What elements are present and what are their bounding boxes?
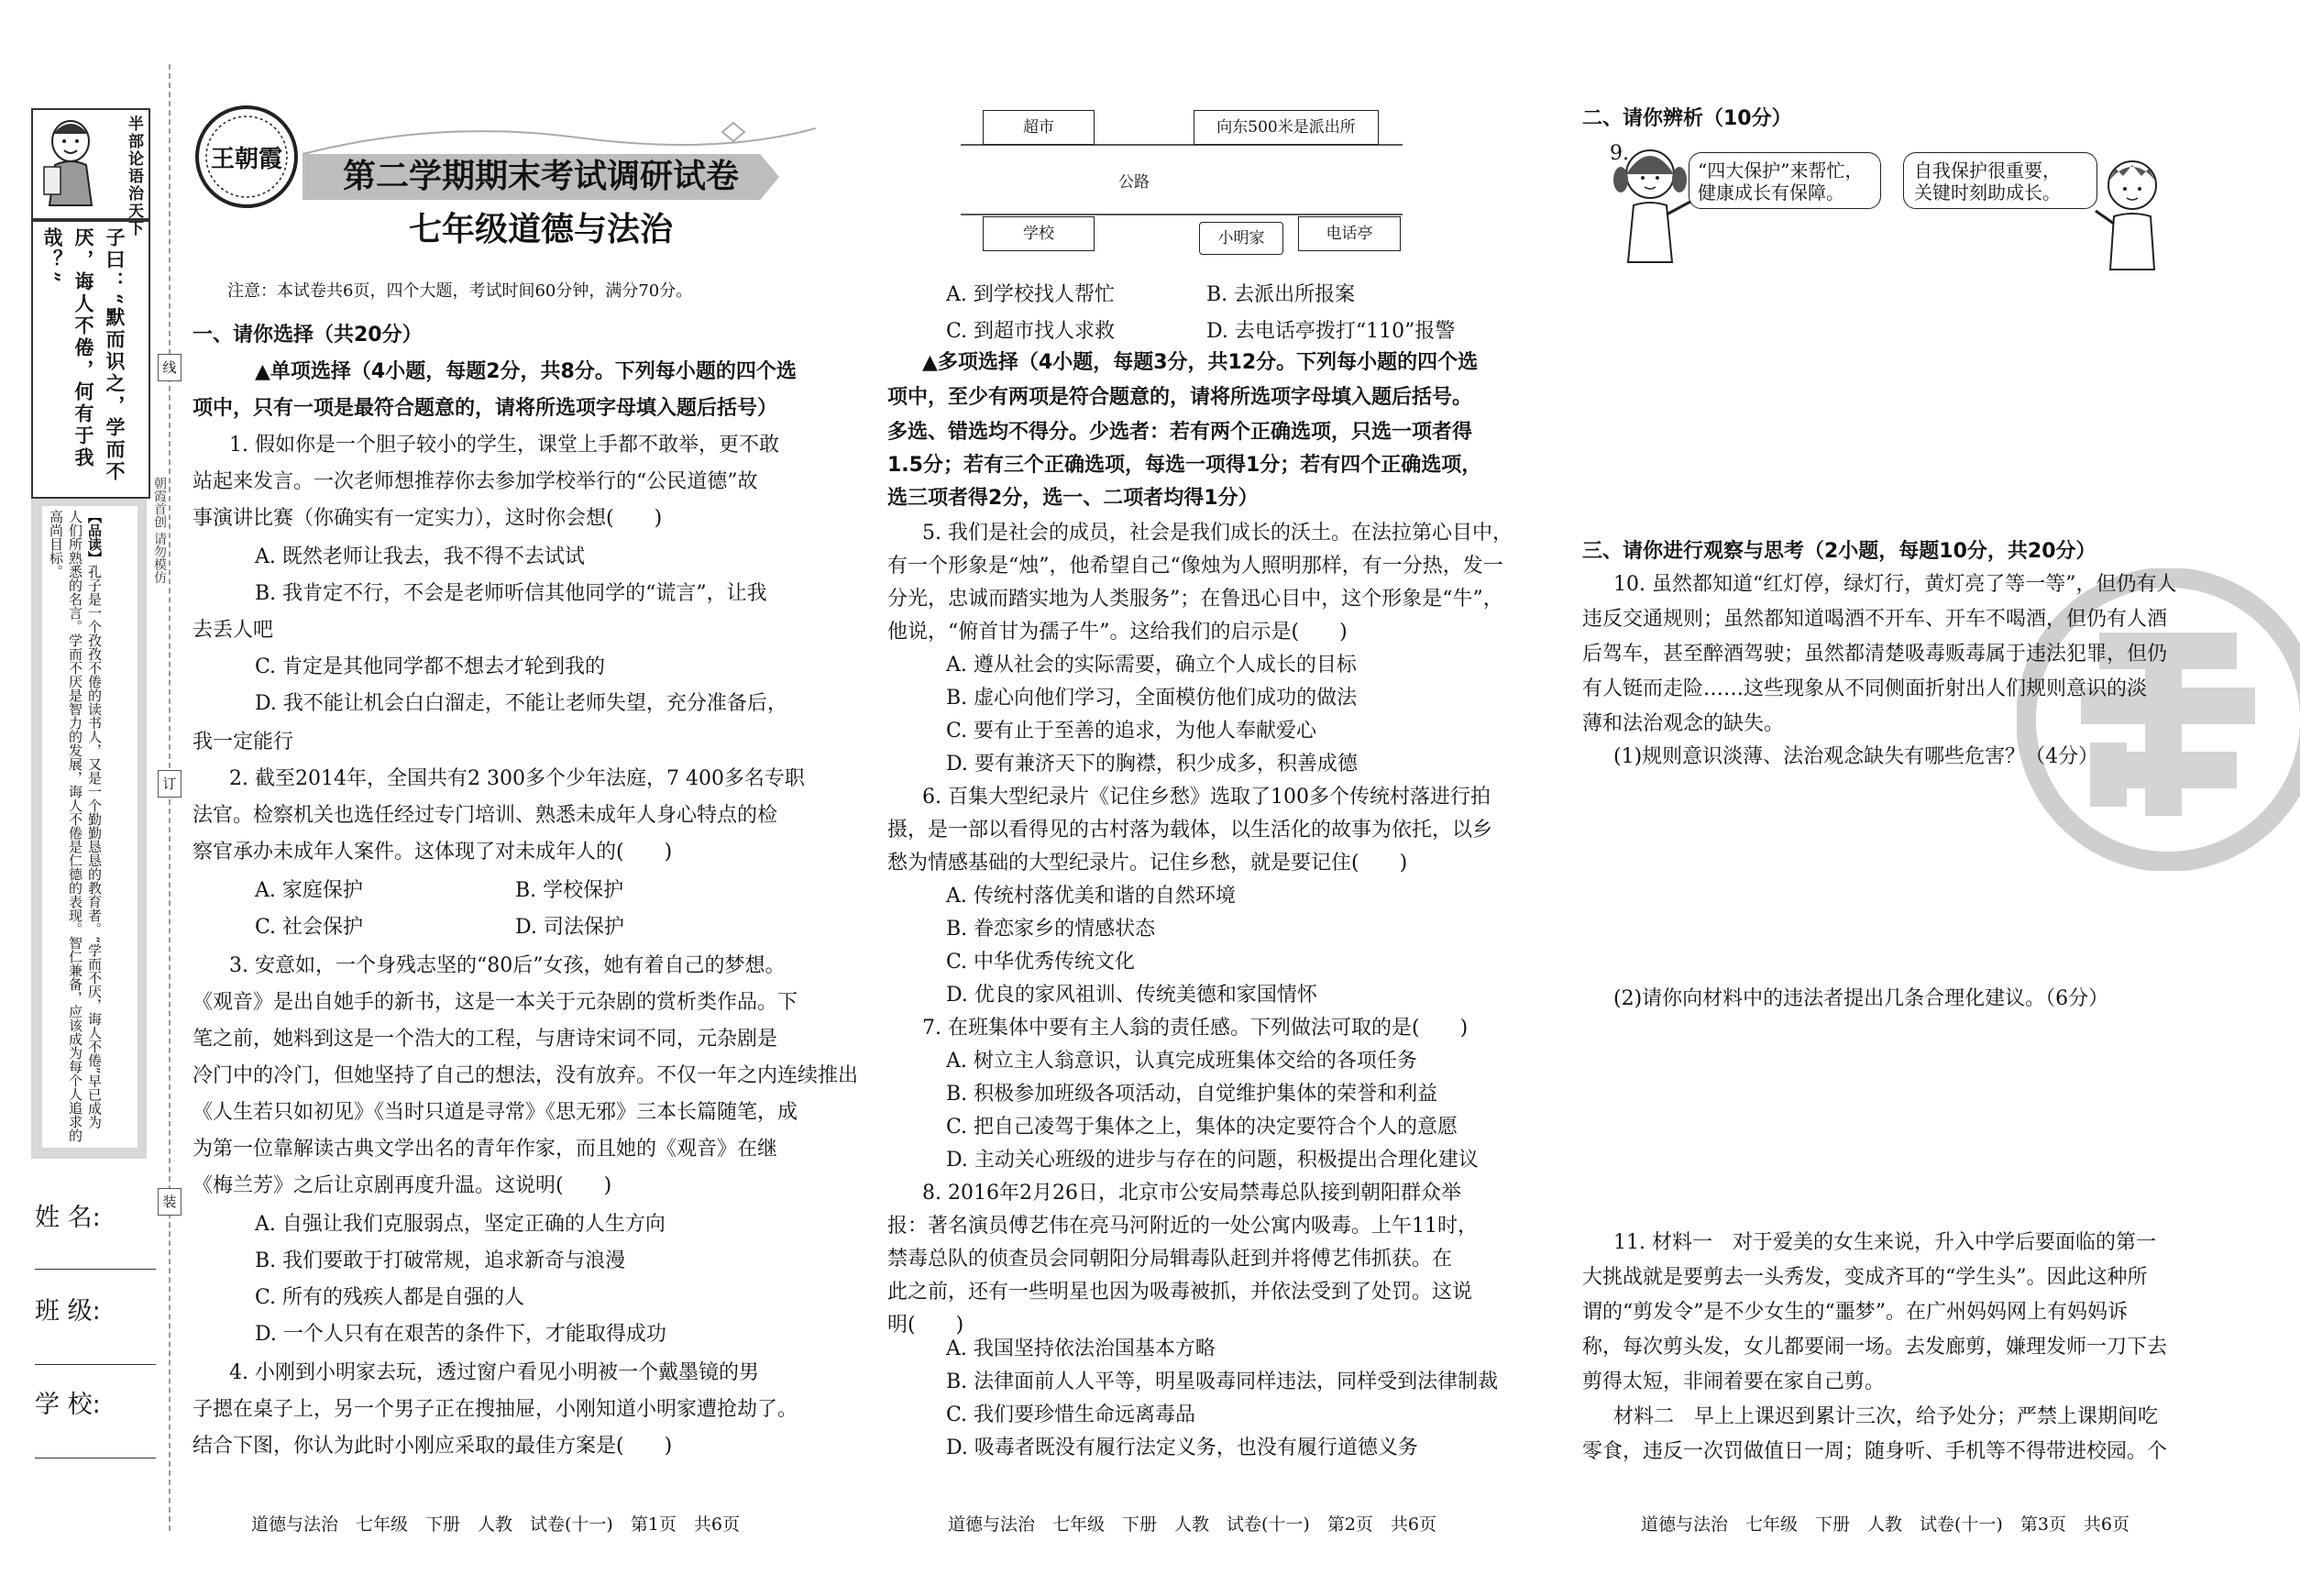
q1-option-d-cont: 我一定能行 xyxy=(193,731,294,754)
answer-area-q10-2[interactable] xyxy=(1582,1021,2169,1223)
q4-option-b[interactable]: B. 去派出所报案 xyxy=(1206,283,1356,306)
class-label: 班 级: xyxy=(35,1297,101,1326)
q4-option-d[interactable]: D. 去电话亭拨打“110”报警 xyxy=(1206,320,1456,343)
section-2-heading: 二、请你辨析（10分） xyxy=(1582,107,1792,130)
name-field[interactable] xyxy=(35,1269,156,1270)
q6-line-2: 摄，是一部以看得见的古村落为载体，以生活化的故事为依托，以乡 xyxy=(887,819,1493,842)
bubble-right-line-2: 关键时刻助成长。 xyxy=(1914,182,2061,204)
pindu-label: 【品读】 xyxy=(86,510,103,565)
q5-option-a[interactable]: A. 遵从社会的实际需要，确立个人成长的目标 xyxy=(946,654,1357,677)
q7-option-d[interactable]: D. 主动关心班级的进步与存在的问题，积极提出合理化建议 xyxy=(946,1149,1479,1172)
q5-option-d[interactable]: D. 要有兼济天下的胸襟，积少成多，积善成德 xyxy=(946,753,1358,776)
q6-option-a[interactable]: A. 传统村落优美和谐的自然环境 xyxy=(946,885,1236,908)
q5-line-4: 他说，“俯首甘为孺子牛”。这给我们的启示是( ) xyxy=(887,621,1348,644)
single-choice-intro-2: 项中，只有一项是最符合题意的，请将所选项字母填入题后括号） xyxy=(193,397,778,420)
q5-line-1: 5. 我们是社会的成员，社会是我们成长的沃土。在法拉第心目中， xyxy=(922,522,1513,545)
q10-sub-2: (2)请你向材料中的违法者提出几条合理化建议。（6分） xyxy=(1613,987,2109,1010)
boy-figure-icon xyxy=(2092,150,2171,271)
section-3-heading: 三、请你进行观察与思考（2小题，每题10分，共20分） xyxy=(1582,540,2096,563)
q1-line-3: 事演讲比赛（你确实有一定实力），这时你会想( ) xyxy=(193,507,663,530)
q2-option-b[interactable]: B. 学校保护 xyxy=(515,879,624,902)
q6-line-1: 6. 百集大型纪录片《记住乡愁》选取了100多个传统村落进行拍 xyxy=(922,786,1491,809)
q5-option-b[interactable]: B. 虚心向他们学习，全面模仿他们成功的做法 xyxy=(946,687,1358,710)
exam-subtitle: 七年级道德与法治 xyxy=(408,211,673,248)
q11-line-5: 剪得太短，非闹着要在家自己剪。 xyxy=(1582,1370,1886,1393)
q7-option-a[interactable]: A. 树立主人翁意识，认真完成班集体交给的各项任务 xyxy=(946,1050,1417,1073)
q8-option-c[interactable]: C. 我们要珍惜生命远离毒品 xyxy=(946,1403,1196,1426)
q3-line-6: 为第一位靠解读古典文学出名的青年作家，而且她的《观音》在继 xyxy=(193,1138,778,1161)
multi-choice-intro-1: ▲多项选择（4小题，每题3分，共12分。下列每小题的四个选 xyxy=(922,351,1479,374)
q11-line-6: 材料二 早上上课迟到累计三次，给予处分；严禁上课期间吃 xyxy=(1613,1405,2159,1428)
q1-option-c[interactable]: C. 肯定是其他同学都不想去才轮到我的 xyxy=(255,655,606,678)
map-school: 学校 xyxy=(983,216,1095,251)
q4-line-2: 子摁在桌子上，另一个男子正在搜抽屉，小刚知道小明家遭抢劫了。 xyxy=(193,1398,798,1421)
q10-line-2: 违反交通规则；虽然都知道喝酒不开车、开车不喝酒，但仍有人酒 xyxy=(1582,608,2168,631)
q10-line-3: 后驾车，甚至醉酒驾驶；虽然都清楚吸毒贩毒属于违法犯罪，但仍 xyxy=(1582,643,2168,666)
q10-line-4: 有人铤而走险……这些现象从不同侧面折射出人们规则意识的淡 xyxy=(1582,677,2148,700)
q6-line-3: 愁为情感基础的大型纪录片。记住乡愁，就是要记住( ) xyxy=(887,852,1408,875)
q2-line-1: 2. 截至2014年，全国共有2 300多个少年法庭，7 400多名专职 xyxy=(229,767,805,790)
q1-option-b-cont: 去丢人吧 xyxy=(193,619,274,642)
q1-option-a[interactable]: A. 既然老师让我去，我不得不去试试 xyxy=(255,545,585,568)
confucius-quote: 子曰：“默而识之，学而不厌，诲人不倦，何有于我哉？” xyxy=(41,227,127,484)
brand-logo xyxy=(193,103,301,211)
bubble-left-line-1: “四大保护”来帮忙， xyxy=(1698,160,1864,182)
q3-option-c[interactable]: C. 所有的残疾人都是自强的人 xyxy=(255,1286,525,1309)
q6-option-c[interactable]: C. 中华优秀传统文化 xyxy=(946,951,1136,974)
q8-option-b[interactable]: B. 法律面前人人平等，明星吸毒同样违法，同样受到法律制裁 xyxy=(946,1370,1499,1393)
q2-option-c[interactable]: C. 社会保护 xyxy=(255,916,364,939)
ribbon-decoration-icon xyxy=(303,119,816,156)
q3-line-2: 《观音》是出自她手的新书，这是一本关于元杂剧的赏析类作品。下 xyxy=(193,991,798,1014)
multi-choice-intro-4: 1.5分；若有三个正确选项，每选一项得1分；若有四个正确选项， xyxy=(887,454,1482,477)
map-police-direction: 向东500米是派出所 xyxy=(1194,110,1379,145)
q7-option-c[interactable]: C. 把自己凌驾于集体之上，集体的决定要符合个人的意愿 xyxy=(946,1116,1458,1139)
pindu-body: 孔子是一个孜孜不倦的读书人，又是一个勤勤恳恳的教育者。“学而不厌，诲人不倦”早已成为人们所熟悉的名言。学而不厌是智力的发展，诲人不倦是仁德的表现。智仁兼备，应该成为每个人追求的高尚目标。 xyxy=(48,510,103,1142)
q8-line-3: 禁毒总队的侦查员会同朝阳分局辑毒队赶到并将傅艺伟抓获。在 xyxy=(887,1248,1453,1271)
section-1-heading: 一、请你选择（共20分） xyxy=(193,324,423,347)
q11-line-2: 大挑战就是要剪去一头秀发，变成齐耳的“学生头”。因此这种所 xyxy=(1582,1266,2148,1289)
q8-line-5: 明( ) xyxy=(887,1314,964,1337)
q3-option-d[interactable]: D. 一个人只有在艰苦的条件下，才能取得成功 xyxy=(255,1323,666,1346)
q3-line-1: 3. 安意如，一个身残志坚的“80后”女孩，她有着自己的梦想。 xyxy=(229,954,786,977)
multi-choice-intro-3: 多选、错选均不得分。少选者：若有两个正确选项，只选一项者得 xyxy=(887,421,1473,444)
confucius-mascot-icon xyxy=(37,114,105,209)
q4-line-1: 4. 小刚到小明家去玩，透过窗户看见小明被一个戴墨镜的男 xyxy=(229,1361,759,1384)
q9-number: 9. xyxy=(1610,142,1629,165)
q8-option-d[interactable]: D. 吸毒者既没有履行法定义务，也没有履行道德义务 xyxy=(946,1436,1418,1459)
q5-option-c[interactable]: C. 要有止于至善的追求，为他人奉献爱心 xyxy=(946,720,1317,743)
q1-line-1: 1. 假如你是一个胆子较小的学生，课堂上手都不敢举，更不敢 xyxy=(229,434,779,457)
binding-marker-bind: 订 xyxy=(158,770,182,798)
q11-line-4: 称，每次剪头发，女儿都要闹一场。去发廊剪，嫌理发师一刀下去 xyxy=(1582,1336,2168,1359)
logo-text: 王朝霞 xyxy=(210,146,283,173)
q3-line-4: 冷门中的冷门，但她坚持了自己的想法，没有放弃。不仅一年之内连续推出 xyxy=(193,1064,859,1087)
multi-choice-intro-2: 项中，至少有两项是符合题意的，请将所选项字母填入题后括号。 xyxy=(887,386,1473,409)
pindu-text xyxy=(46,510,104,1142)
class-field[interactable] xyxy=(35,1364,156,1365)
q11-line-1: 11. 材料一 对于爱美的女生来说，升入中学后要面临的第一 xyxy=(1613,1231,2156,1254)
q5-line-3: 分光，忠诚而踏实地为人类服务”；在鲁迅心目中，这个形象是“牛”， xyxy=(887,588,1503,611)
q1-option-d[interactable]: D. 我不能让机会白白溜走，不能让老师失望，充分准备后， xyxy=(255,692,787,715)
q8-line-1: 8. 2016年2月26日，北京市公安局禁毒总队接到朝阳群众举 xyxy=(922,1182,1461,1205)
q4-line-3: 结合下图，你认为此时小刚应采取的最佳方案是( ) xyxy=(193,1435,673,1458)
map-supermarket: 超市 xyxy=(983,110,1095,145)
q10-line-5: 薄和法治观念的缺失。 xyxy=(1582,712,1785,735)
q6-option-b[interactable]: B. 眷恋家乡的情感状态 xyxy=(946,918,1156,941)
name-label: 姓 名: xyxy=(35,1204,101,1232)
q5-line-2: 有一个形象是“烛”，他希望自己“像烛为人照明那样，有一分热，发一 xyxy=(887,555,1503,578)
q7-option-b[interactable]: B. 积极参加班级各项活动，自觉维护集体的荣誉和利益 xyxy=(946,1083,1438,1106)
page-2-footer: 道德与法治 七年级 下册 人教 试卷(十一) 第2页 共6页 xyxy=(948,1514,1437,1535)
page-1-footer: 道德与法治 七年级 下册 人教 试卷(十一) 第1页 共6页 xyxy=(251,1514,741,1535)
binding-marker-seal: 装 xyxy=(158,1188,182,1216)
q11-line-3: 谓的“剪发令”是不少女生的“噩梦”。在广州妈妈网上有妈妈诉 xyxy=(1582,1301,2128,1324)
q3-option-a[interactable]: A. 自强让我们克服弱点，坚定正确的人生方向 xyxy=(255,1213,666,1236)
exam-title: 第二学期期末考试调研试卷 xyxy=(342,158,739,195)
q3-line-3: 笔之前，她料到这是一个浩大的工程，与唐诗宋词不同，元杂剧是 xyxy=(193,1028,778,1051)
q2-line-2: 法官。检察机关也选任经过专门培训、熟悉未成年人身心特点的检 xyxy=(193,804,778,827)
q1-option-b[interactable]: B. 我肯定不行，不会是老师听信其他同学的“谎言”，让我 xyxy=(255,582,767,605)
school-label: 学 校: xyxy=(35,1391,101,1419)
map-phone-booth: 电话亭 xyxy=(1298,216,1401,251)
q3-line-5: 《人生若只如初见》《当时只道是寻常》《思无邪》三本长篇随笔，成 xyxy=(193,1101,798,1124)
cut-line xyxy=(169,64,171,1531)
q8-option-a[interactable]: A. 我国坚持依法治国基本方略 xyxy=(946,1337,1216,1360)
single-choice-intro-1: ▲单项选择（4小题，每题2分，共8分。下列每小题的四个选 xyxy=(255,360,797,383)
q8-line-4: 此之前，还有一些明星也因为吸毒被抓，并依法受到了处罚。这说 xyxy=(887,1281,1473,1304)
q2-line-3: 察官承办未成年人案件。这体现了对未成年人的( ) xyxy=(193,841,673,864)
exam-note: 注意：本试卷共6页，四个大题，考试时间60分钟，满分70分。 xyxy=(227,281,693,301)
q1-line-2: 站起来发言。一次老师想推荐你去参加学校举行的“公民道德”故 xyxy=(193,470,758,493)
q6-option-d[interactable]: D. 优良的家风祖训、传统美德和家国情怀 xyxy=(946,984,1317,1007)
q2-option-a[interactable]: A. 家庭保护 xyxy=(255,879,363,902)
answer-area-q10-1[interactable] xyxy=(1582,779,2169,981)
q7-line-1: 7. 在班集体中要有主人翁的责任感。下列做法可取的是( ) xyxy=(922,1017,1469,1040)
q4-option-c[interactable]: C. 到超市找人求救 xyxy=(946,320,1116,343)
q10-sub-1: (1)规则意识淡薄、法治观念缺失有哪些危害？（4分） xyxy=(1613,745,2099,768)
q3-option-b[interactable]: B. 我们要敢于打破常规，追求新奇与浪漫 xyxy=(255,1249,626,1272)
binding-marker-line: 线 xyxy=(158,354,182,381)
q2-option-d[interactable]: D. 司法保护 xyxy=(515,916,624,939)
map-xiaoming-home: 小明家 xyxy=(1199,222,1283,255)
multi-choice-intro-5: 选三项者得2分，选一、二项者均得1分） xyxy=(887,487,1259,510)
q10-line-1: 10. 虽然都知道“红灯停，绿灯行，黄灯亮了等一等”，但仍有人 xyxy=(1613,573,2177,596)
bubble-left-line-2: 健康成长有保障。 xyxy=(1698,182,1844,204)
bubble-right-line-1: 自我保护很重要， xyxy=(1914,160,2061,182)
q3-line-7: 《梅兰芳》之后让京剧再度升温。这说明( ) xyxy=(193,1174,612,1197)
q11-line-7: 零食，违反一次罚做值日一周；随身听、手机等不得带进校园。个 xyxy=(1582,1440,2168,1463)
map-road-label: 公路 xyxy=(1118,173,1150,192)
q4-option-a[interactable]: A. 到学校找人帮忙 xyxy=(946,283,1115,306)
copyright-seal: 朝霞首创 请勿模仿 xyxy=(152,477,167,584)
girl-figure-icon xyxy=(1606,138,1698,266)
slogan-vertical: 半部论语治天下 xyxy=(125,116,143,237)
page-3-footer: 道德与法治 七年级 下册 人教 试卷(十一) 第3页 共6页 xyxy=(1641,1514,2130,1535)
q8-line-2: 报：著名演员傅艺伟在亮马河附近的一处公寓内吸毒。上午11时， xyxy=(887,1215,1478,1238)
